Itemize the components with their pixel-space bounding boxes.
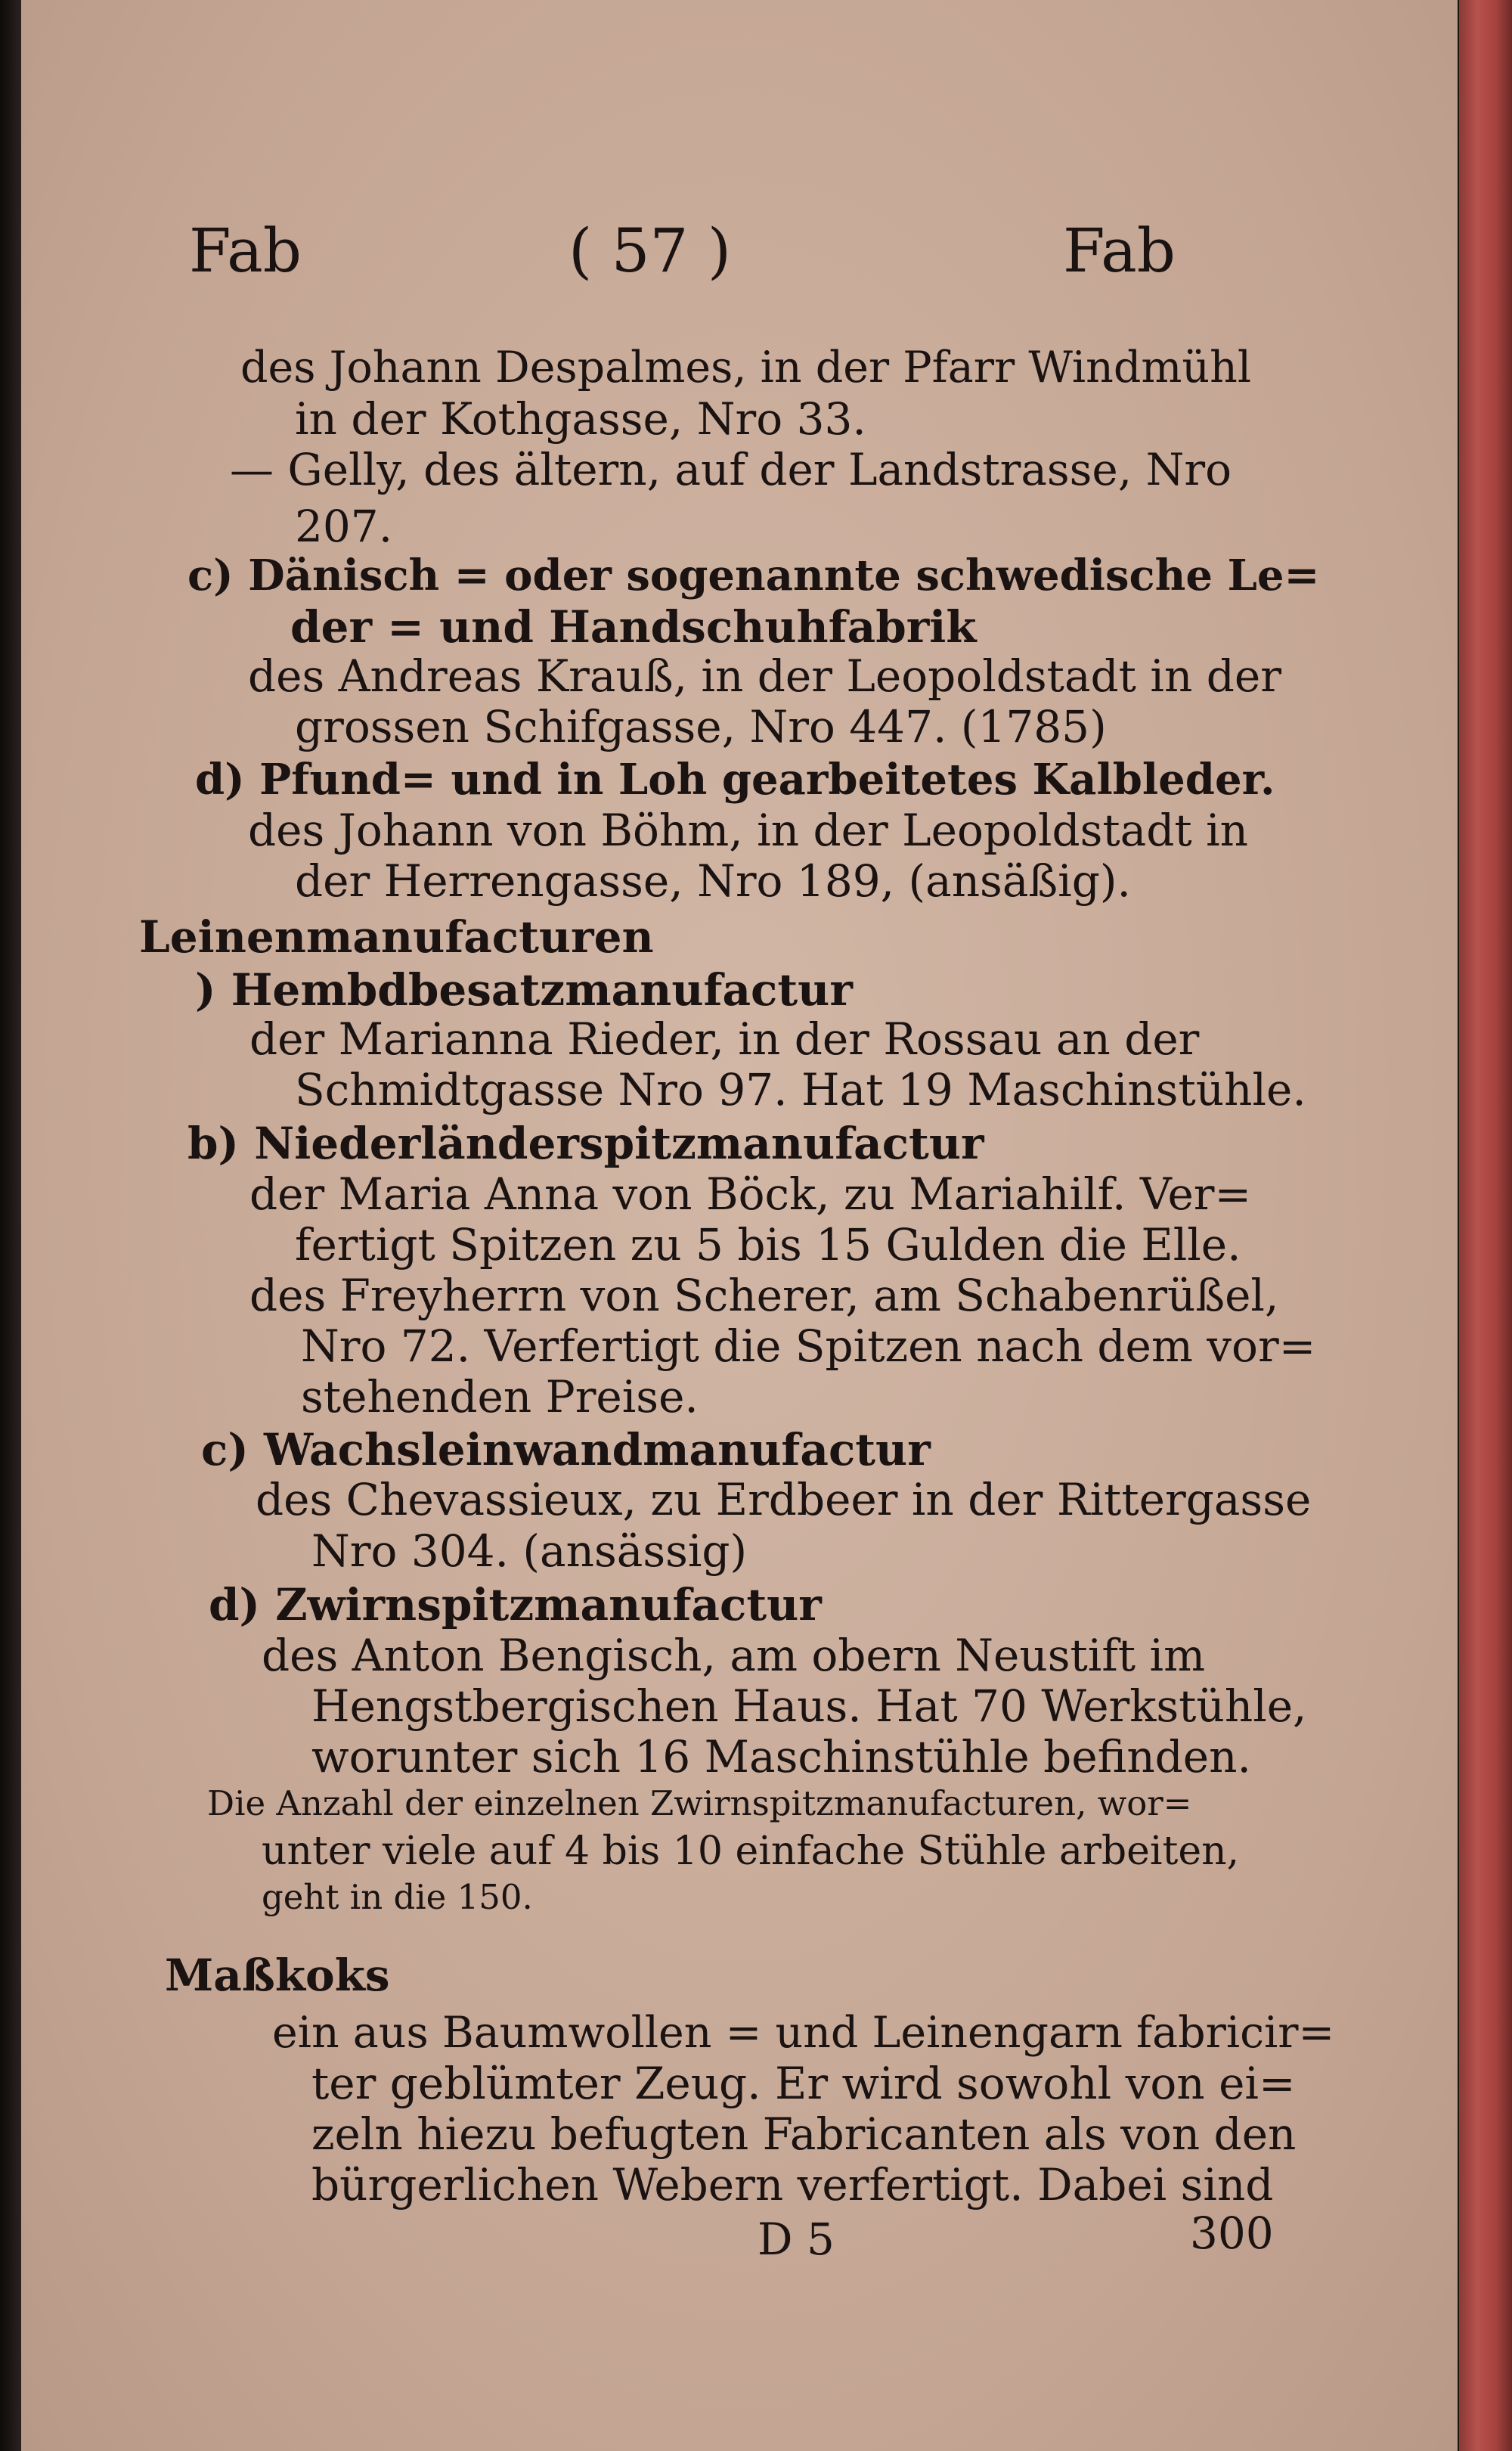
text-line: des Freyherrn von Scherer, am Schabenrüßel, [249, 1270, 1279, 1321]
text-line: 207. [295, 501, 393, 552]
text-line: bürgerlichen Webern verfertigt. Dabei sind [311, 2159, 1274, 2211]
signature-mark: D 5 [758, 2214, 835, 2265]
subsection-heading: c) Wachsleinwandmanufactur [201, 1424, 931, 1475]
text-line: des Andreas Krauß, in der Leopoldstadt in der [248, 650, 1281, 702]
text-line: des Anton Bengisch, am obern Neustift im [262, 1630, 1206, 1681]
section-heading: Leinenmanufacturen [139, 911, 654, 963]
catchword: 300 [1190, 2207, 1274, 2259]
text-line: der Herrengasse, Nro 189, (ansäßig). [295, 855, 1131, 907]
text-line: Nro 304. (ansässig) [311, 1525, 748, 1577]
text-line: stehenden Preise. [301, 1371, 699, 1423]
book-page [21, 0, 1458, 2451]
book-spine [0, 0, 21, 2451]
running-head-right: Fab [1063, 216, 1176, 286]
text-line: fertigt Spitzen zu 5 bis 15 Gulden die Elle. [295, 1219, 1241, 1270]
subsection-heading: d) Zwirnspitzmanufactur [209, 1579, 822, 1630]
text-line: des Johann Despalmes, in der Pfarr Windmühl [240, 343, 1252, 392]
text-line: der Maria Anna von Böck, zu Mariahilf. Ver= [249, 1168, 1252, 1220]
note-line: unter viele auf 4 bis 10 einfache Stühle arbeiten, [262, 1829, 1240, 1874]
page-edge [1459, 0, 1512, 2451]
text-line: des Chevassieux, zu Erdbeer in der Rittergasse [256, 1474, 1312, 1525]
text-line: grossen Schifgasse, Nro 447. (1785) [295, 701, 1107, 752]
section-heading: Maßkoks [165, 1950, 390, 2001]
text-line: Nro 72. Verfertigt die Spitzen nach dem vor= [301, 1320, 1316, 1372]
text-line: in der Kothgasse, Nro 33. [295, 393, 866, 445]
text-line: Schmidtgasse Nro 97. Hat 19 Maschinstühle. [295, 1064, 1306, 1115]
subsection-heading: b) Niederländerspitzmanufactur [187, 1118, 984, 1169]
subsection-heading: c) Dänisch = oder sogenannte schwedische Le= [187, 551, 1320, 600]
text-line: der Marianna Rieder, in der Rossau an der [249, 1013, 1200, 1065]
text-line: zeln hiezu befugten Fabricanten als von den [311, 2108, 1297, 2160]
subsection-heading: d) Pfund= und in Loh gearbeitetes Kalbleder. [195, 755, 1275, 805]
subsection-heading: ) Hembdbesatzmanufactur [195, 964, 853, 1016]
subsection-heading: der = und Handschuhfabrik [290, 601, 977, 653]
text-line: worunter sich 16 Maschinstühle befinden. [311, 1731, 1251, 1782]
text-line: Hengstbergischen Haus. Hat 70 Werkstühle, [311, 1680, 1307, 1732]
page-number: ( 57 ) [569, 216, 732, 286]
text-line: ein aus Baumwollen = und Leinengarn fabricir= [272, 2008, 1335, 2058]
running-head-left: Fab [189, 216, 302, 286]
note-line: Die Anzahl der einzelnen Zwirnspitzmanufacturen, wor= [207, 1783, 1192, 1823]
text-line: — Gelly, des ältern, auf der Landstrasse, Nro [230, 444, 1232, 495]
note-line: geht in die 150. [262, 1877, 533, 1917]
text-line: des Johann von Böhm, in der Leopoldstadt in [248, 805, 1249, 856]
text-line: ter geblümter Zeug. Er wird sowohl von ei= [311, 2058, 1296, 2109]
